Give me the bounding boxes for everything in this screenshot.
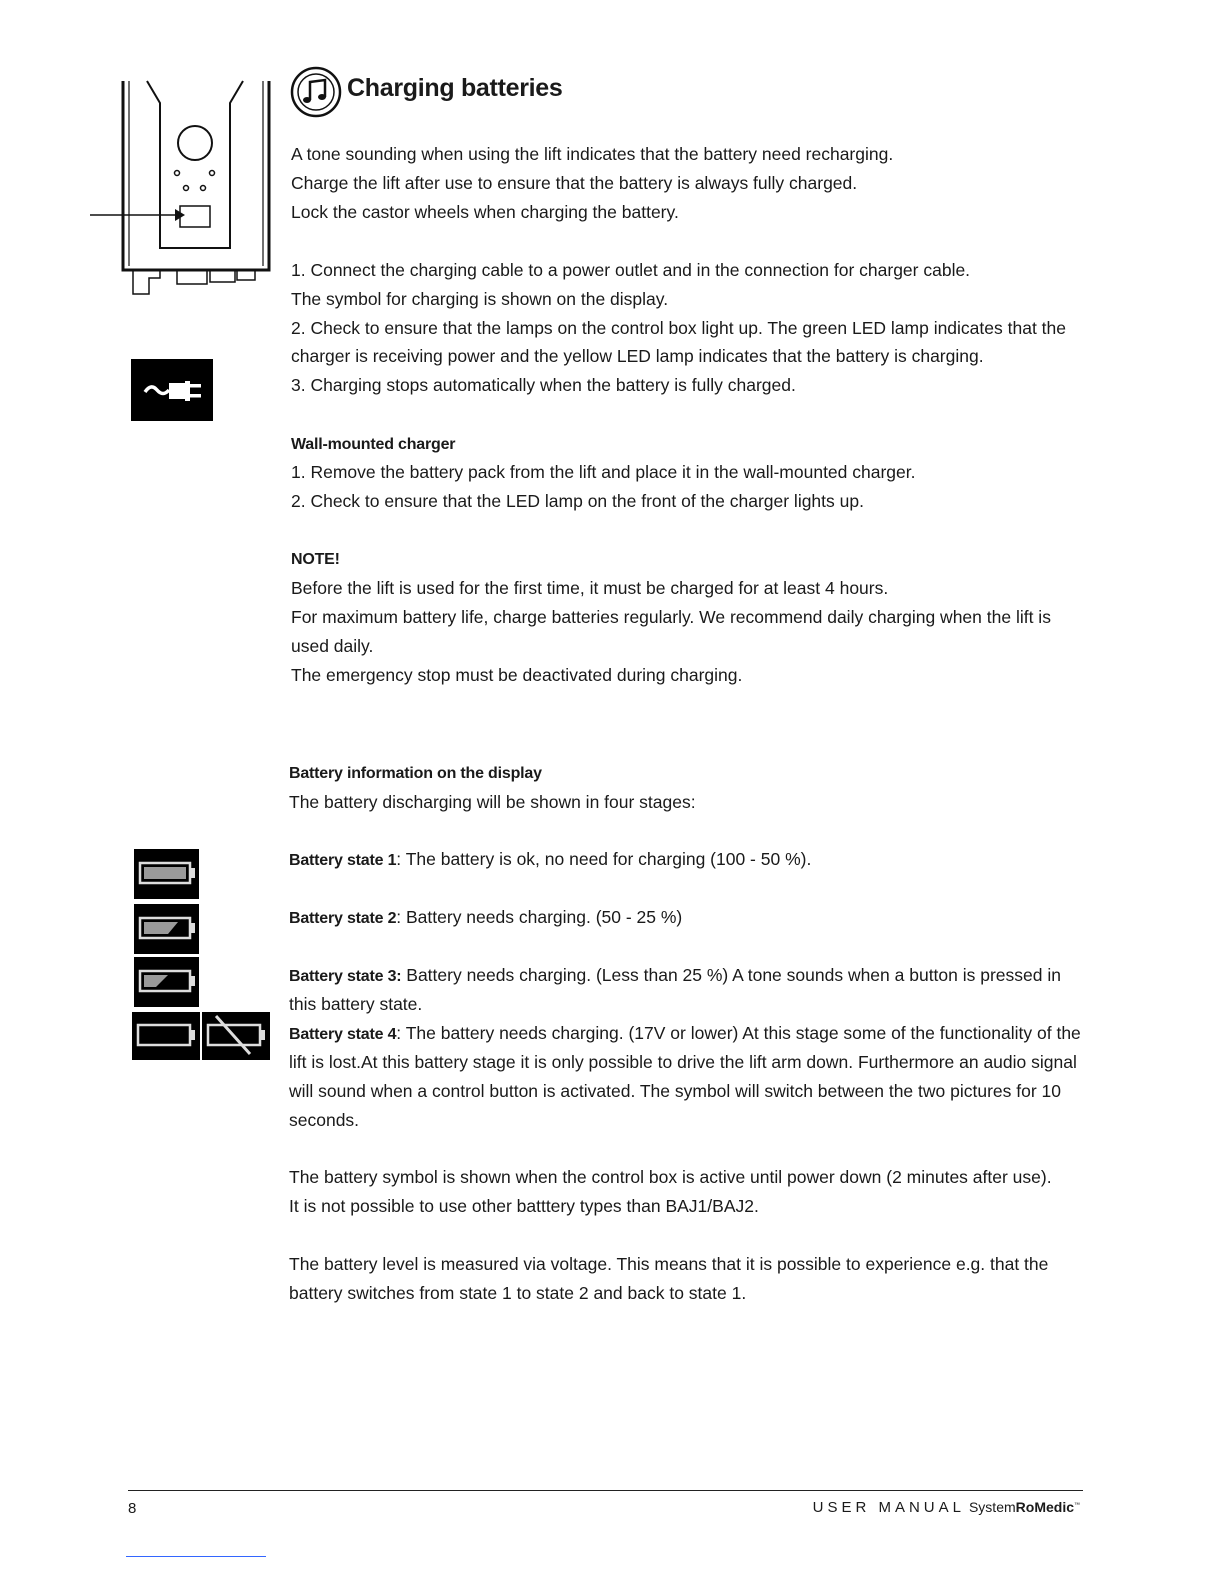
intro-line: A tone sounding when using the lift indicates that the battery need recharging. [291, 144, 894, 164]
battery-state-1-icon [134, 849, 199, 899]
extra-line: It is not possible to use other batttery types than BAJ1/BAJ2. [289, 1196, 759, 1216]
battery-state-2-label: Battery state 2 [289, 910, 397, 927]
brand-logo: SystemRoMedic™ [968, 1499, 1080, 1515]
footer-manual-label [813, 1499, 1080, 1516]
step-line: charger is receiving power and the yellow LED lamp indicates that the battery is charging. [291, 346, 984, 366]
step-line: 3. Charging stops automatically when the battery is fully charged. [291, 375, 796, 395]
battery-state-3-icon [134, 957, 199, 1007]
step-line: The symbol for charging is shown on the display. [291, 289, 669, 309]
battery-state-2-icon [134, 904, 199, 954]
music-note-icon [290, 66, 344, 120]
voltage-note-line: battery switches from state 1 to state 2 and back to state 1. [289, 1283, 747, 1303]
battery-state-1-label: Battery state 1 [289, 852, 397, 869]
battery-state-4-desc: : The battery needs charging. (17V or lower) At this stage some of the functionality of the [396, 1023, 1081, 1043]
battery-state-2-text [289, 903, 682, 933]
page-number: 8 [128, 1500, 137, 1517]
extra-line: The battery symbol is shown when the control box is active until power down (2 minutes after use). [289, 1167, 1052, 1187]
battery-state-3-label: Battery state 3: [289, 968, 402, 985]
battery-state-4-cont: lift is lost.At this battery stage it is only possible to drive the lift arm down. Furthermore an audio signal [289, 1052, 1077, 1072]
wall-step-line: 1. Remove the battery pack from the lift and place it in the wall-mounted charger. [291, 462, 916, 482]
intro-line: Lock the castor wheels when charging the battery. [291, 202, 679, 222]
intro-line: Charge the lift after use to ensure that the battery is always fully charged. [291, 173, 858, 193]
section-title: Charging batteries [347, 74, 563, 102]
battery-state-4-text [289, 1019, 1081, 1049]
manual-label: USER MANUAL [812, 1499, 965, 1516]
step-line: 1. Connect the charging cable to a power outlet and in the connection for charger cable. [291, 260, 971, 280]
battery-intro: The battery discharging will be shown in four stages: [289, 792, 696, 812]
footer-divider [128, 1490, 1083, 1491]
battery-state-4-label: Battery state 4 [289, 1026, 397, 1043]
battery-state-3-desc: Battery needs charging. (Less than 25 %) A tone sounds when a button is pressed in [401, 965, 1061, 985]
wall-step-line: 2. Check to ensure that the LED lamp on the front of the charger lights up. [291, 491, 864, 511]
note-line: For maximum battery life, charge batteries regularly. We recommend daily charging when the lift is [291, 607, 1051, 627]
note-line: used daily. [291, 636, 374, 656]
battery-info-heading: Battery information on the display [289, 765, 542, 782]
battery-state-4-cont: will sound when a control button is activated. The symbol will switch between the two pictures for 10 [289, 1081, 1062, 1101]
battery-state-4-empty-icon [132, 1012, 200, 1060]
note-line: Before the lift is used for the first time, it must be charged for at least 4 hours. [291, 578, 889, 598]
battery-state-4-cont: seconds. [289, 1110, 360, 1130]
battery-state-1-desc: : The battery is ok, no need for charging (100 - 50 %). [396, 849, 812, 869]
battery-state-2-desc: : Battery needs charging. (50 - 25 %) [396, 907, 683, 927]
blue-underline [126, 1556, 266, 1557]
note-line: The emergency stop must be deactivated during charging. [291, 665, 743, 685]
battery-state-4-crossed-icon [202, 1012, 270, 1060]
step-line: 2. Check to ensure that the lamps on the control box light up. The green LED lamp indicates that the [291, 318, 1066, 338]
battery-state-3-text [289, 961, 1061, 991]
plug-icon [131, 359, 213, 421]
battery-state-3-cont: this battery state. [289, 994, 423, 1014]
note-heading: NOTE! [291, 551, 340, 568]
voltage-note-line: The battery level is measured via voltage. This means that it is possible to experience e.g. that the [289, 1254, 1049, 1274]
control-box-illustration [85, 78, 275, 300]
wall-charger-heading: Wall-mounted charger [291, 436, 456, 453]
battery-state-1-text [289, 845, 811, 875]
